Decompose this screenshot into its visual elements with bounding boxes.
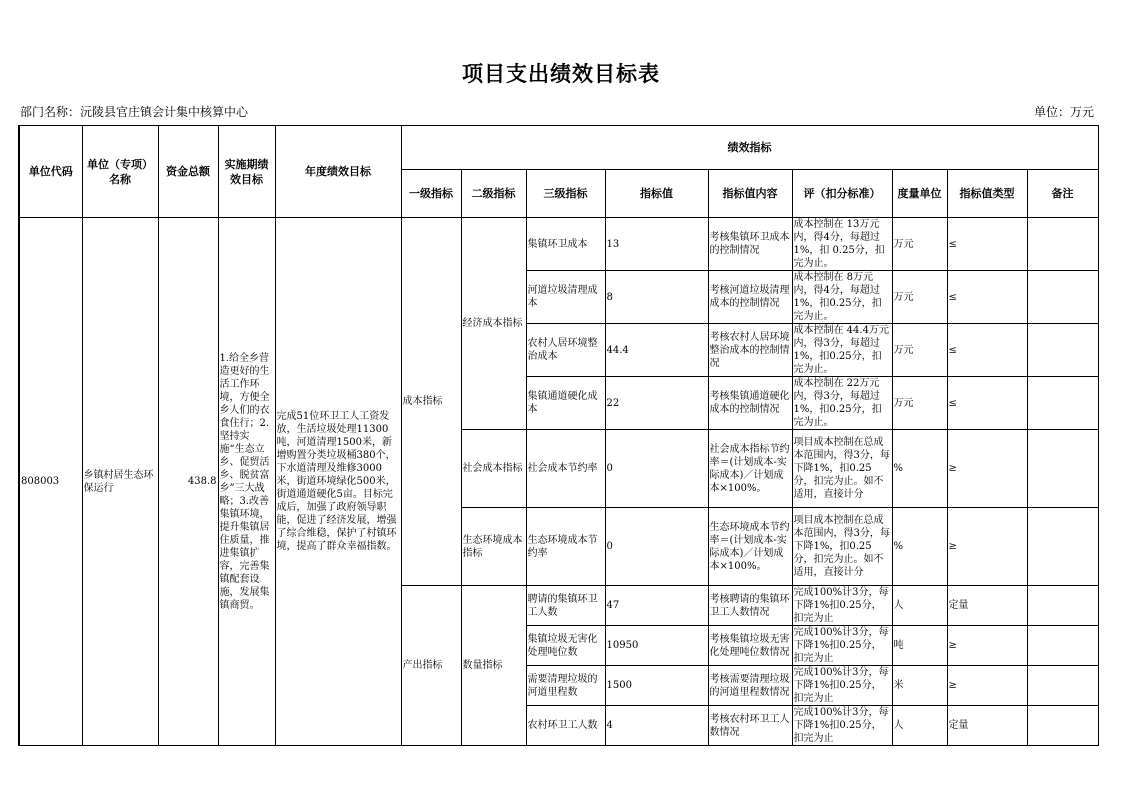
level3-cell: 农村人居环境整治成本 — [526, 324, 605, 377]
score-cell: 项目成本控制在总成本范围内，得3分，每下降1%，扣0.25分，扣完为止。如不适用，直接计分 — [792, 508, 892, 586]
score-cell: 成本控制在 8万元内，得4分，每超过 1%，扣0.25分，扣完为止。 — [792, 271, 892, 324]
header-unit-code: 单位代码 — [19, 126, 82, 218]
score-cell: 项目成本控制在总成本范围内，得3分，每下降1%，扣0.25分，扣完为止。如不适用，直接计分 — [792, 430, 892, 508]
measure-unit-cell: 人 — [892, 706, 947, 746]
content-cell: 考核集镇垃圾无害化处理吨位数情况 — [708, 626, 792, 666]
value-type-cell: ≤ — [947, 271, 1027, 324]
remark-cell — [1027, 666, 1098, 706]
header-value-type: 指标值类型 — [947, 170, 1027, 218]
score-cell: 成本控制在 13万元内，得4分，每超过 1%，扣 0.25分，扣完为止。 — [792, 218, 892, 271]
header-level3: 三级指标 — [526, 170, 605, 218]
value-type-cell: 定量 — [947, 586, 1027, 626]
header-performance-indicators: 绩效指标 — [401, 126, 1098, 170]
value-cell: 4 — [605, 706, 708, 746]
level3-cell: 生态环境成本节约率 — [526, 508, 605, 586]
measure-unit-cell: % — [892, 508, 947, 586]
content-cell: 考核河道垃圾清理成本的控制情况 — [708, 271, 792, 324]
value-cell: 13 — [605, 218, 708, 271]
level3-cell: 河道垃圾清理成本 — [526, 271, 605, 324]
score-cell: 成本控制在 44.4万元内，得3分，每超过 1%，扣0.25分，扣完为止。 — [792, 324, 892, 377]
content-cell: 生态环境成本节约率＝(计划成本-实际成本)／计划成本×100%。 — [708, 508, 792, 586]
level1-cell: 产出指标 — [401, 586, 461, 746]
header-measure-unit: 度量单位 — [892, 170, 947, 218]
value-type-cell: ≥ — [947, 626, 1027, 666]
header-remark: 备注 — [1027, 170, 1098, 218]
value-cell: 44.4 — [605, 324, 708, 377]
remark-cell — [1027, 377, 1098, 430]
measure-unit-cell: 万元 — [892, 218, 947, 271]
content-cell: 考核集镇环卫成本的控制情况 — [708, 218, 792, 271]
value-cell: 0 — [605, 430, 708, 508]
score-cell: 成本控制在 22万元内，得3分，每超过 1%，扣0.25分，扣完为止。 — [792, 377, 892, 430]
remark-cell — [1027, 324, 1098, 377]
score-cell: 完成100%计3分，每下降1%扣0.25分，扣完为止 — [792, 706, 892, 746]
table-row — [19, 218, 1098, 271]
value-type-cell: ≤ — [947, 218, 1027, 271]
measure-unit-cell: 吨 — [892, 626, 947, 666]
remark-cell — [1027, 586, 1098, 626]
header-content: 指标值内容 — [708, 170, 792, 218]
total-funds-cell: 438.8 — [158, 218, 218, 746]
remark-cell — [1027, 430, 1098, 508]
score-cell: 完成100%计3分，每下降1%扣0.25分，扣完为止 — [792, 626, 892, 666]
header-level1: 一级指标 — [401, 170, 461, 218]
content-cell: 考核农村人居环境整治成本的控制情况 — [708, 324, 792, 377]
level3-cell: 集镇环卫成本 — [526, 218, 605, 271]
level2-cell: 社会成本指标 — [461, 430, 526, 508]
content-cell: 社会成本指标节约率＝(计划成本-实际成本)／计划成本×100%。 — [708, 430, 792, 508]
value-type-cell: ≤ — [947, 324, 1027, 377]
department-name: 部门名称：沅陵县官庄镇会计集中核算中心 — [20, 105, 249, 119]
period-goal-cell: 1.给全乡营造更好的生活工作环境，方便全乡人们的衣食住行；2.坚持实施“生态立乡、促贸活乡、脱贫富乡”三大战略；3.改善集镇环境，提升集镇居住质量，推进集镇扩容，完善集镇配套设施，发展集镇商贸。 — [218, 218, 275, 746]
level2-cell: 经济成本指标 — [461, 218, 526, 430]
score-cell: 完成100%计3分，每下降1%扣0.25分，扣完为止 — [792, 666, 892, 706]
score-cell: 完成100%计3分，每下降1%扣0.25分，扣完为止 — [792, 586, 892, 626]
level3-cell: 需要清理垃圾的河道里程数 — [526, 666, 605, 706]
measure-unit-cell: 人 — [892, 586, 947, 626]
value-type-cell: 定量 — [947, 706, 1027, 746]
content-cell: 考核聘请的集镇环卫工人数情况 — [708, 586, 792, 626]
header-score: 评（扣分标准） — [792, 170, 892, 218]
level2-cell: 数量指标 — [461, 586, 526, 746]
level1-cell: 成本指标 — [401, 218, 461, 586]
value-type-cell: ≥ — [947, 508, 1027, 586]
value-cell: 22 — [605, 377, 708, 430]
header-period-goal: 实施期绩效目标 — [218, 126, 275, 218]
value-cell: 0 — [605, 508, 708, 586]
value-cell: 47 — [605, 586, 708, 626]
level3-cell: 集镇垃圾无害化处理吨位数 — [526, 626, 605, 666]
header-level2: 二级指标 — [461, 170, 526, 218]
value-type-cell: ≥ — [947, 666, 1027, 706]
unit-label: 单位：万元 — [1033, 105, 1094, 119]
measure-unit-cell: 万元 — [892, 271, 947, 324]
measure-unit-cell: 米 — [892, 666, 947, 706]
content-cell: 考核农村环卫工人数情况 — [708, 706, 792, 746]
level3-cell: 社会成本节约率 — [526, 430, 605, 508]
header-value: 指标值 — [605, 170, 708, 218]
measure-unit-cell: 万元 — [892, 377, 947, 430]
performance-target-table — [18, 125, 1099, 746]
level3-cell: 聘请的集镇环卫工人数 — [526, 586, 605, 626]
header-total-funds: 资金总额 — [158, 126, 218, 218]
remark-cell — [1027, 271, 1098, 324]
measure-unit-cell: 万元 — [892, 324, 947, 377]
value-type-cell: ≥ — [947, 430, 1027, 508]
header-annual-goal: 年度绩效目标 — [275, 126, 401, 218]
content-cell: 考核集镇通道硬化成本的控制情况 — [708, 377, 792, 430]
remark-cell — [1027, 626, 1098, 666]
level3-cell: 农村环卫工人数 — [526, 706, 605, 746]
annual-goal-cell: 完成51位环卫工人工资发放，生活垃圾处理11300吨，河道清理1500米，新增购置分类垃圾桶380个，下水道清理及维修3000米，街道环境绿化500米，街道通道硬化5亩。目标完成后，加强了政府领导职能，促进了经济发展，增强了综合维稳，保护了村镇环境，提高了群众幸福指数。 — [275, 218, 401, 746]
remark-cell — [1027, 218, 1098, 271]
unit-name-cell: 乡镇村居生态环保运行 — [82, 218, 158, 746]
value-cell: 8 — [605, 271, 708, 324]
value-type-cell: ≤ — [947, 377, 1027, 430]
level2-cell: 生态环境成本指标 — [461, 508, 526, 586]
content-cell: 考核需要清理垃圾的河道里程数情况 — [708, 666, 792, 706]
level3-cell: 集镇通道硬化成本 — [526, 377, 605, 430]
remark-cell — [1027, 706, 1098, 746]
value-cell: 10950 — [605, 626, 708, 666]
value-cell: 1500 — [605, 666, 708, 706]
header-unit-name: 单位（专项）名称 — [82, 126, 158, 218]
page-title: 项目支出绩效目标表 — [462, 62, 660, 86]
remark-cell — [1027, 508, 1098, 586]
unit-code-cell: 808003 — [19, 218, 82, 746]
measure-unit-cell: % — [892, 430, 947, 508]
